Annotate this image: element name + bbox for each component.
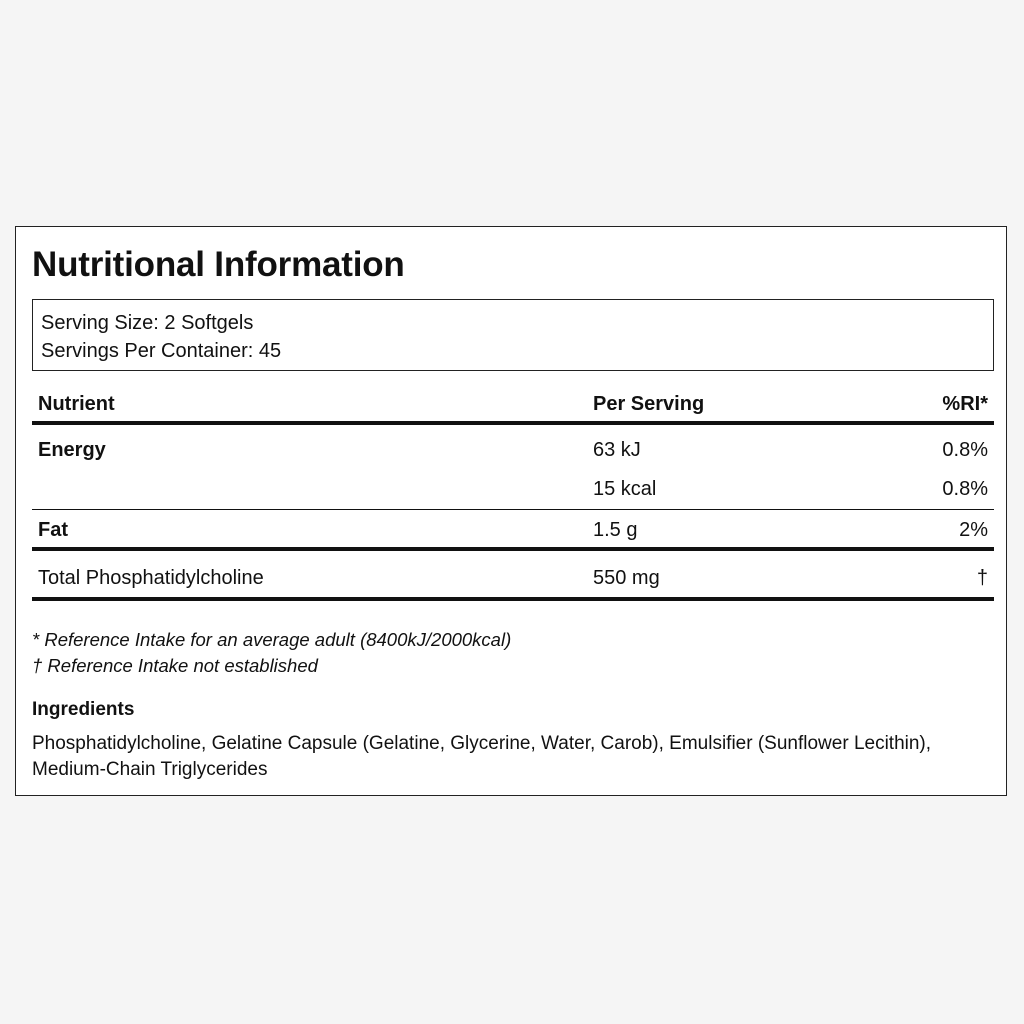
table-row bbox=[32, 510, 994, 551]
servings-per-container: Servings Per Container: 45 bbox=[41, 340, 282, 362]
footnote-not-established: † Reference Intake not established bbox=[32, 655, 318, 676]
ri-value: 2% bbox=[959, 519, 988, 541]
ingredients-list: Phosphatidylcholine, Gelatine Capsule (Gelatine, Glycerine, Water, Carob), Emulsifier (Sunflower Lecithin), Medium-Chain Triglycerides bbox=[32, 733, 932, 780]
header-nutrient: Nutrient bbox=[38, 393, 115, 415]
per-serving-value: 15 kcal bbox=[593, 478, 657, 500]
per-serving-value: 1.5 g bbox=[593, 519, 638, 541]
nutrient-name: Energy bbox=[38, 439, 106, 461]
serving-info-box bbox=[32, 299, 994, 371]
nutrition-table bbox=[32, 383, 994, 601]
nutrition-panel bbox=[15, 226, 1007, 796]
serving-size: Serving Size: 2 Softgels bbox=[41, 312, 254, 334]
header-ri: %RI* bbox=[942, 393, 988, 415]
table-header-row bbox=[32, 383, 994, 425]
table-row bbox=[32, 470, 994, 510]
ri-value: 0.8% bbox=[942, 439, 988, 461]
ri-value: 0.8% bbox=[942, 478, 988, 500]
footnotes bbox=[32, 627, 511, 679]
page-title: Nutritional Information bbox=[32, 245, 405, 284]
header-per-serving: Per Serving bbox=[593, 393, 705, 415]
table-row bbox=[32, 551, 994, 601]
per-serving-value: 550 mg bbox=[593, 567, 660, 589]
nutrient-name: Total Phosphatidylcholine bbox=[38, 567, 264, 589]
ri-value: † bbox=[976, 567, 988, 589]
footnote-reference-intake: * Reference Intake for an average adult (8400kJ/2000kcal) bbox=[32, 629, 512, 650]
table-row bbox=[32, 425, 994, 470]
ingredients-heading: Ingredients bbox=[32, 699, 135, 720]
nutrient-name: Fat bbox=[38, 519, 68, 541]
per-serving-value: 63 kJ bbox=[593, 439, 641, 461]
